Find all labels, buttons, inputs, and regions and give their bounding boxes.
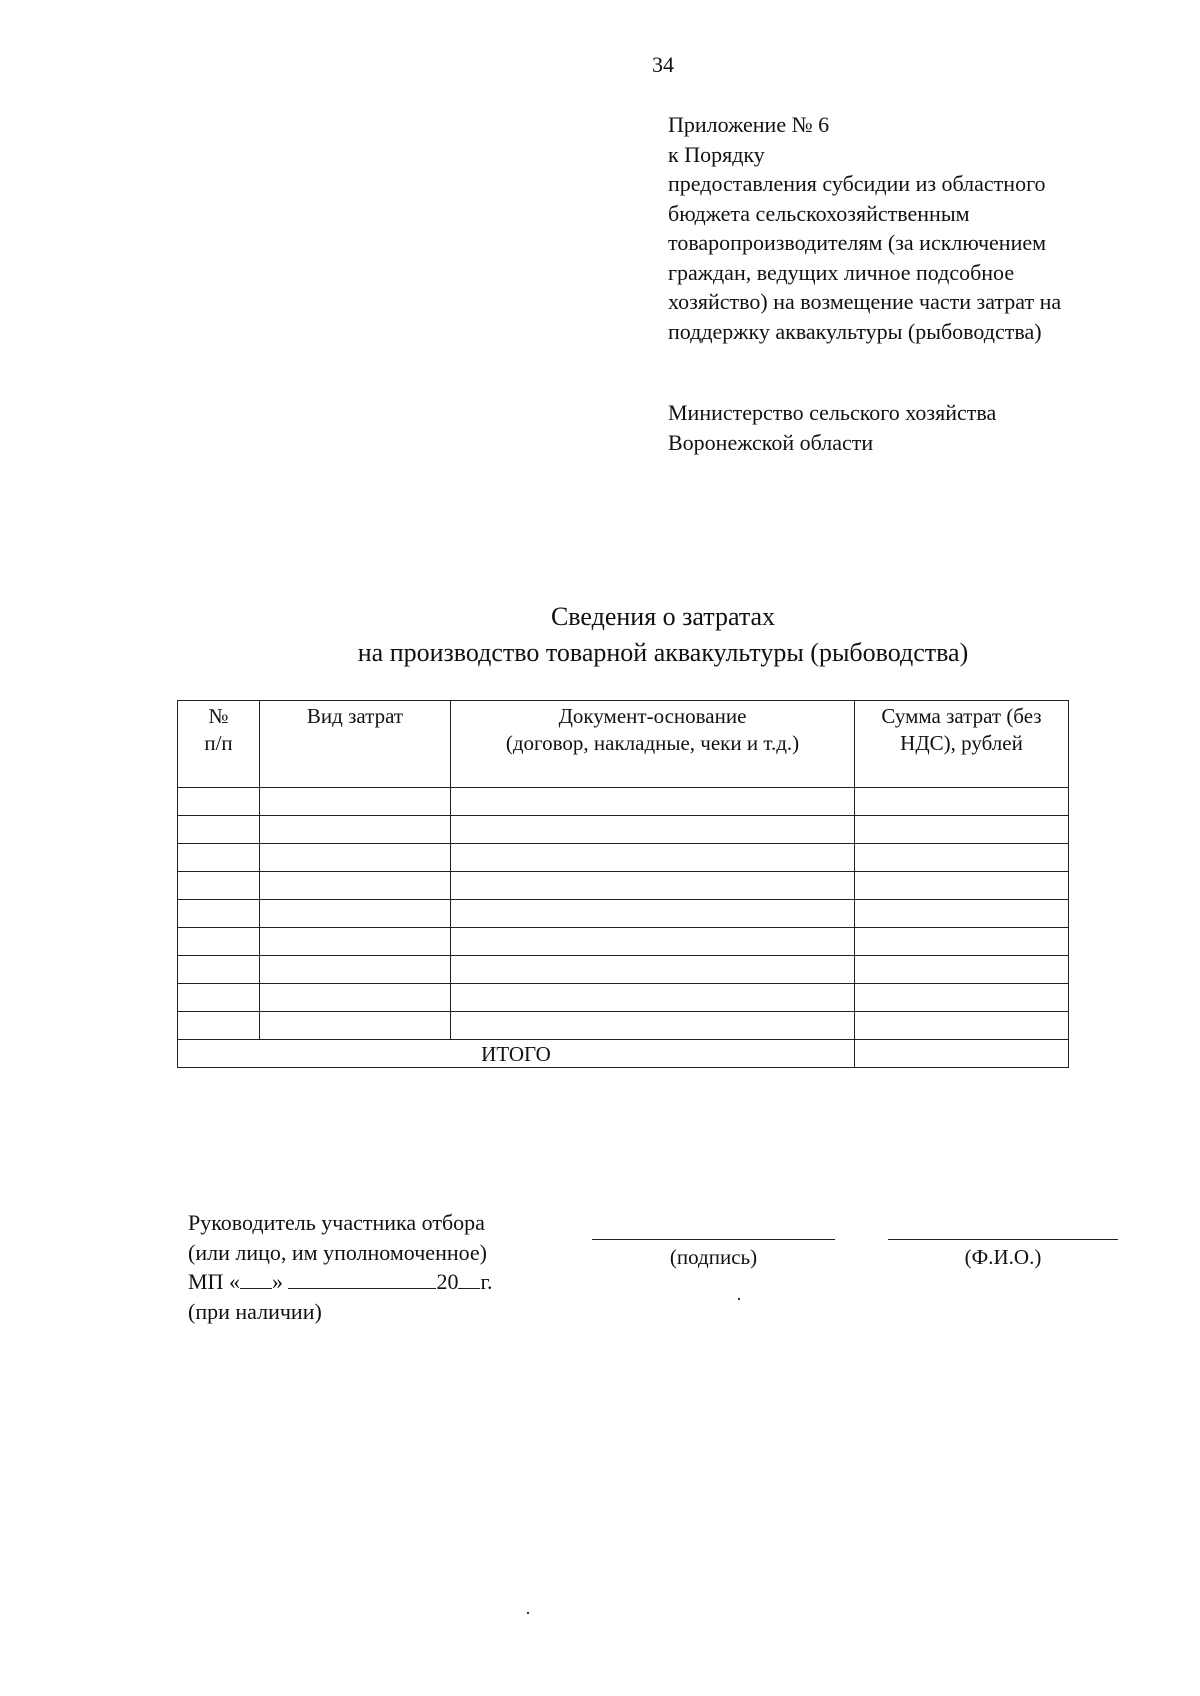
day-field[interactable]: [240, 1268, 272, 1289]
appendix-line: к Порядку: [668, 141, 765, 167]
header-basis-document-line1: Документ-основание: [558, 704, 747, 728]
row-basis-document-cell[interactable]: [451, 900, 855, 928]
row-number-cell[interactable]: [178, 816, 260, 844]
row-basis-document-cell[interactable]: [451, 1012, 855, 1040]
seal-label: МП «: [188, 1269, 240, 1294]
header-basis-document-line2: (договор, накладные, чеки и т.д.): [505, 731, 800, 755]
header-number-line2: п/п: [204, 731, 233, 755]
costs-table: [177, 700, 1069, 1068]
header-cost-amount: [855, 701, 1069, 788]
row-amount-cell[interactable]: [855, 928, 1069, 956]
row-cost-type-cell[interactable]: [260, 1012, 451, 1040]
row-cost-type-cell[interactable]: [260, 984, 451, 1012]
row-cost-type-cell[interactable]: [260, 928, 451, 956]
header-number: [178, 701, 260, 788]
header-basis-document: [451, 701, 855, 788]
year-suffix: г.: [480, 1269, 493, 1294]
page-number: 34: [652, 52, 674, 77]
row-basis-document-cell[interactable]: [451, 872, 855, 900]
row-number-cell[interactable]: [178, 788, 260, 816]
table-row: [178, 788, 1069, 816]
table-row: [178, 872, 1069, 900]
appendix-line: граждан, ведущих личное подсобное: [668, 259, 1015, 285]
total-label: ИТОГО: [178, 1040, 855, 1068]
quote-close: »: [271, 1269, 283, 1294]
row-amount-cell[interactable]: [855, 1012, 1069, 1040]
row-amount-cell[interactable]: [855, 788, 1069, 816]
ministry-line: Министерство сельского хозяйства: [668, 400, 997, 425]
full-name-label: (Ф.И.О.): [964, 1245, 1042, 1269]
appendix-line: предоставления субсидии из областного: [668, 171, 1046, 196]
table-row: [178, 844, 1069, 872]
appendix-header: [668, 110, 1061, 346]
header-cost-amount-line1: Сумма затрат (без: [881, 704, 1042, 728]
appendix-line: товаропроизводителям (за исключением: [668, 230, 1047, 255]
header-number-line1: №: [208, 704, 229, 728]
row-amount-cell[interactable]: [855, 984, 1069, 1012]
table-row: [178, 984, 1069, 1012]
document-title: Сведения о затратах: [550, 602, 776, 631]
appendix-line: хозяйство) на возмещение части затрат на: [668, 289, 1062, 314]
table-row: [178, 816, 1069, 844]
row-number-cell[interactable]: [178, 872, 260, 900]
seal-note: (при наличии): [188, 1298, 322, 1324]
row-number-cell[interactable]: [178, 1012, 260, 1040]
row-basis-document-cell[interactable]: [451, 816, 855, 844]
scan-speck: [527, 1612, 529, 1614]
header-cost-amount-line2: НДС), рублей: [900, 731, 1023, 755]
row-cost-type-cell[interactable]: [260, 844, 451, 872]
year-prefix: 20: [436, 1269, 459, 1294]
row-amount-cell[interactable]: [855, 816, 1069, 844]
appendix-line: бюджета сельскохозяйственным: [668, 200, 970, 226]
table-row: [178, 900, 1069, 928]
row-basis-document-cell[interactable]: [451, 928, 855, 956]
table-total-row: [178, 1040, 1069, 1068]
signature-label: (подпись): [669, 1245, 758, 1269]
table-header-row: [178, 701, 1069, 788]
scan-speck: [738, 1298, 740, 1300]
row-amount-cell[interactable]: [855, 872, 1069, 900]
row-basis-document-cell[interactable]: [451, 844, 855, 872]
row-number-cell[interactable]: [178, 928, 260, 956]
row-cost-type-cell[interactable]: [260, 816, 451, 844]
appendix-line: поддержку аквакультуры (рыбоводства): [668, 318, 1042, 344]
table-row: [178, 928, 1069, 956]
header-cost-type-label: Вид затрат: [306, 704, 404, 728]
row-cost-type-cell[interactable]: [260, 872, 451, 900]
row-cost-type-cell[interactable]: [260, 956, 451, 984]
total-amount-cell[interactable]: [855, 1040, 1069, 1068]
signatory-title: Руководитель участника отбора: [188, 1210, 485, 1235]
full-name-line[interactable]: [888, 1239, 1118, 1240]
row-amount-cell[interactable]: [855, 956, 1069, 984]
row-cost-type-cell[interactable]: [260, 788, 451, 816]
table-row: [178, 956, 1069, 984]
signature-line[interactable]: [592, 1239, 835, 1240]
row-cost-type-cell[interactable]: [260, 900, 451, 928]
header-cost-type: [260, 701, 451, 788]
seal-date-line: [188, 1267, 493, 1297]
appendix-line: Приложение № 6: [668, 112, 830, 137]
document-subtitle: на производство товарной аквакультуры (рыбоводства): [357, 638, 969, 667]
table-row: [178, 1012, 1069, 1040]
row-basis-document-cell[interactable]: [451, 956, 855, 984]
year-field[interactable]: [458, 1268, 480, 1289]
ministry-line: Воронежской области: [668, 429, 874, 455]
row-number-cell[interactable]: [178, 900, 260, 928]
month-field[interactable]: [288, 1268, 436, 1289]
signatory-block: [188, 1208, 493, 1326]
row-number-cell[interactable]: [178, 984, 260, 1012]
row-number-cell[interactable]: [178, 956, 260, 984]
signatory-subtitle: (или лицо, им уполномоченное): [188, 1239, 487, 1265]
row-amount-cell[interactable]: [855, 844, 1069, 872]
row-number-cell[interactable]: [178, 844, 260, 872]
row-basis-document-cell[interactable]: [451, 984, 855, 1012]
row-amount-cell[interactable]: [855, 900, 1069, 928]
ministry-address: [668, 398, 996, 457]
row-basis-document-cell[interactable]: [451, 788, 855, 816]
table-body: [178, 788, 1069, 1040]
